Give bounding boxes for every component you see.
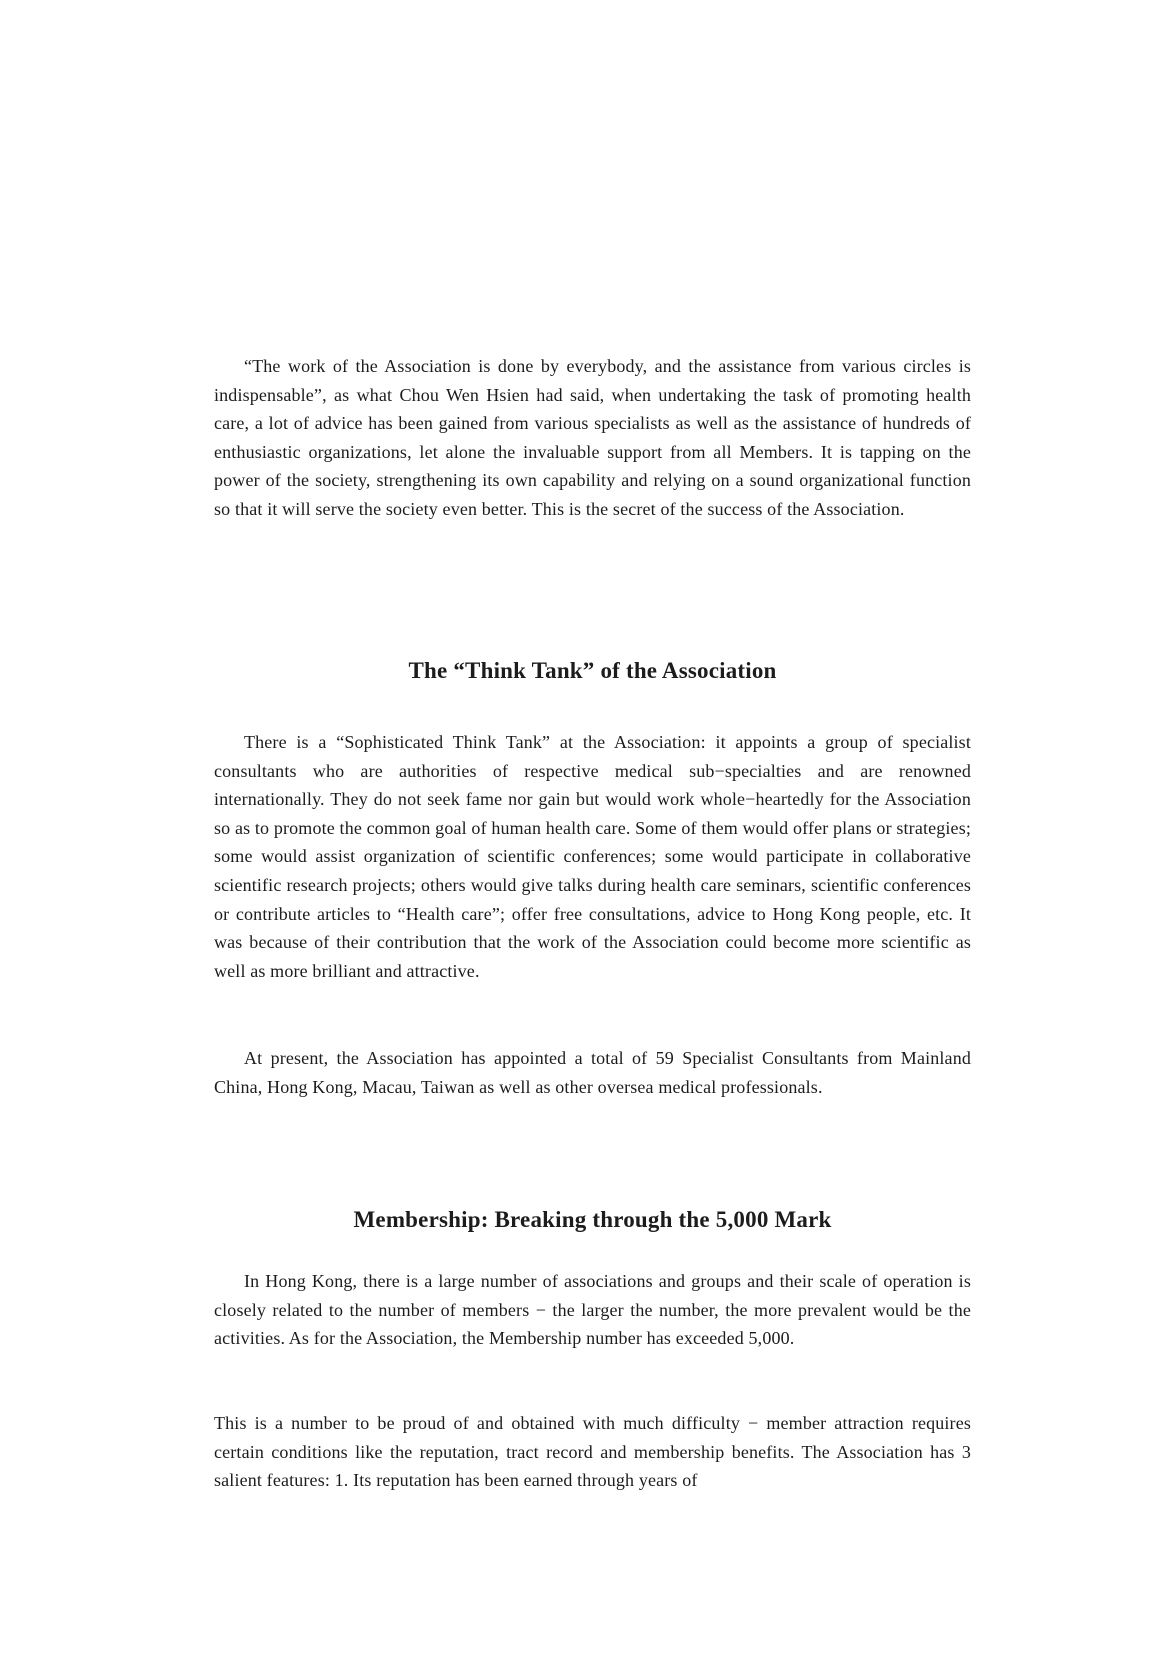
paragraph-association-work: “The work of the Association is done by everybody, and the assistance from various circles is indispensable”, as what Chou Wen Hsien had said, when undertaking the task of promoting health care, a lot of advice has been gained from various specialists as well as the assistance of hundreds of enthusiastic organizations, let alone the invaluable support from all Members. It is tapping on the power of the society, strengthening its own capability and relying on a sound organizational function so that it will serve the society even better. This is the secret of the success of the Association.: [214, 356, 971, 519]
paragraph-specialist-consultants: At present, the Association has appointed a total of 59 Specialist Consultants from Mainland China, Hong Kong, Macau, Taiwan as well as other oversea medical professionals.: [214, 1048, 971, 1097]
paragraph-membership-scale: In Hong Kong, there is a large number of associations and groups and their scale of operation is closely related to the number of members − the larger the number, the more prevalent would be the activities. As for the Association, the Membership number has exceeded 5,000.: [214, 1271, 971, 1349]
heading-membership: Membership: Breaking through the 5,000 Mark: [353, 1207, 832, 1232]
paragraph-think-tank: There is a “Sophisticated Think Tank” at the Association: it appoints a group of specialist consultants who are authorities of respective medical sub−specialties and are renowned internationally. They do not seek fame nor gain but would work whole−heartedly for the Association so as to promote the common goal of human health care. Some of them would offer plans or strategies; some would assist organization of scientific conferences; some would participate in collaborative scientific research projects; others would give talks during health care seminars, scientific conferences or contribute articles to “Health care”; offer free consultations, advice to Hong Kong people, etc. It was because of their contribution that the work of the Association could become more scientific as well as more brilliant and attractive.: [214, 732, 971, 981]
heading-think-tank: The “Think Tank” of the Association: [408, 658, 777, 683]
paragraph-membership-features: This is a number to be proud of and obtained with much difficulty − member attraction requires certain conditions like the reputation, tract record and membership benefits. The Association has 3 salient features: 1. Its reputation has been earned through years of: [214, 1413, 971, 1491]
